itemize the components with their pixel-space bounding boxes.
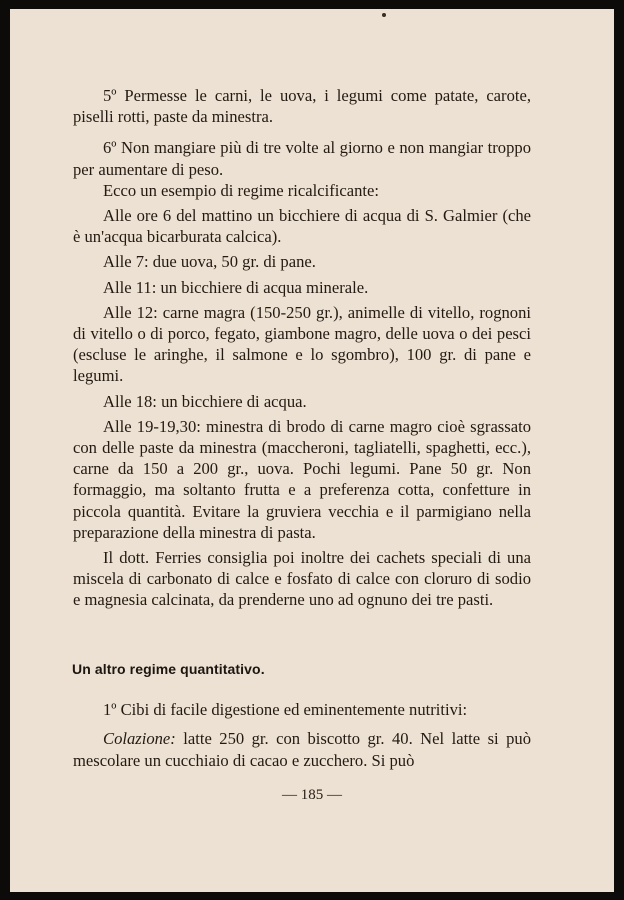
paragraph-ore-18: Alle 18: un bicchiere di acqua. [103,391,307,411]
paragraph-example-intro: Ecco un esempio di regime ricalcificante: [103,180,379,200]
paragraph-ore-6: Alle ore 6 del mattino un bicchiere di acqua di S. Galmier (che è un'acqua bicarburata calcica). [73,206,531,247]
body-text [73,85,531,611]
section-paragraph-colazione [73,728,531,772]
paragraph-ore-19: Alle 19-19,30: minestra di brodo di carne magro cioè sgrassato con delle paste da minestra (maccheroni, tagliatelli, spaghetti, ecc.), carne da 150 a 200 gr., uova. Pochi legumi. Pane 50 gr. Non formaggio, ma soltanto frutta e a preferenza cotta, confetture in piccola quantità. Evitare la gruviera vecchia e il parmigiano nella preparazione della minestra di pasta. [73,416,531,542]
page-number: — 185 — [282,787,342,803]
paragraph-5: 5º Permesse le carni, le uova, i legumi come patate, carote, piselli rotti, paste da minestra. [73,86,531,127]
paragraph-ferries: Il dott. Ferries consiglia poi inoltre dei cachets speciali di una miscela di carbonato di calce e fosfato di calce con cloruro di sodio e magnesia calcinata, da prenderne uno ad ognuno dei tre pasti. [73,548,531,610]
book-page [10,9,614,892]
paragraph-6: 6º Non mangiare più di tre volte al giorno e non mangiar troppo per aumentare di peso. [73,138,531,179]
ink-speck [382,13,386,17]
paragraph-ore-7: Alle 7: due uova, 50 gr. di pane. [103,252,316,272]
section-body [73,699,531,772]
paragraph-ore-11: Alle 11: un bicchiere di acqua minerale. [103,277,369,297]
colazione-label: Colazione: [103,729,176,748]
section-paragraph-1: 1º Cibi di facile digestione ed eminentemente nutritivi: [103,700,468,719]
colazione-text: latte 250 gr. con biscotto gr. 40. Nel latte si può mescolare un cucchiaio di cacao e zucchero. Si può [73,729,531,770]
paragraph-ore-12: Alle 12: carne magra (150-250 gr.), animelle di vitello, rognoni di vitello o di porco, fegato, giambone magro, delle uova o dei pesci (escluse le aringhe, il salmone e lo sgombro), 100 gr. di pane e legumi. [73,302,531,386]
section-heading: Un altro regime quantitativo. [72,661,265,677]
